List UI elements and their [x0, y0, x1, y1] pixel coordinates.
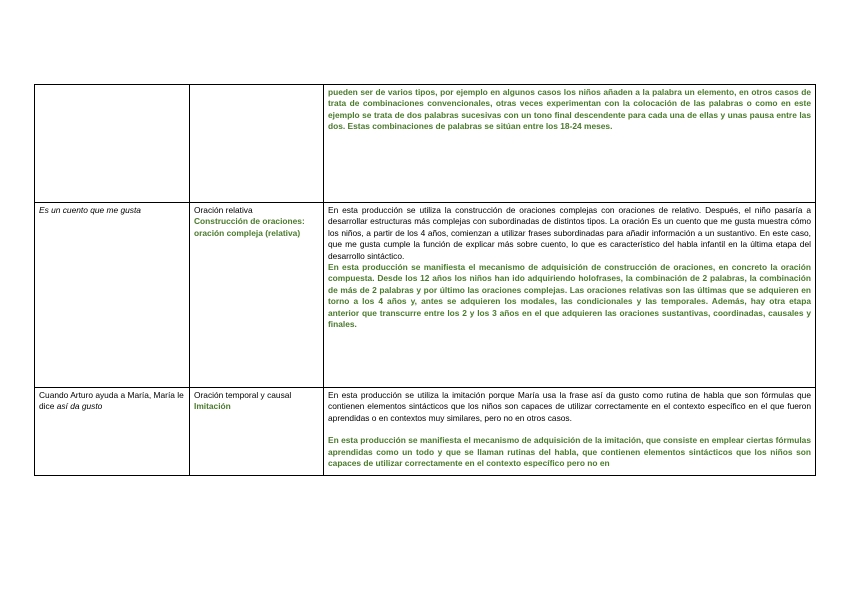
structure-cell: [190, 203, 324, 388]
production-cell: [35, 203, 190, 388]
structure-type: Oración relativa: [194, 205, 253, 215]
mechanism-text: En esta producción se manifiesta el mecanismo de adquisición de la imitación, que consiste en emplear ciertas fórmulas aprendidas como un todo y que se llaman rutinas del habla, que contienen elementos sintácticos que los niños son capaces de utilizar correctamente en el contexto específico pero no en: [328, 435, 811, 469]
mechanism-text: pueden ser de varios tipos, por ejemplo en algunos casos los niños añaden a la palabra un elemento, en otros casos de trata de combinaciones convencionales, otras veces experimentan con la colocación de las palabras o como en este ejemplo se trata de dos palabras sucesivas con un tono final descendente para cada una de ellas y unas pausa entre las dos. Estas combinaciones de palabras se sitúan entre los 18-24 meses.: [328, 87, 811, 132]
mechanism-text: En esta producción se manifiesta el mecanismo de adquisición de construcción de oraciones, en concreto la oración compuesta. Desde los 12 años los niños han ido adquiriendo holofrases, la combinación de 2 palabras, la combinación de más de 2 palabras y por último las oraciones complejas. Las oraciones relativas son las últimas que se adquieren en torno a los 4 años y, antes se adquieren los modales, las condicionales y las temporales. Además, hay otra etapa anterior que transcurre entre los 2 y los 3 años en el que adquieren las oraciones sustantivas, coordinadas, causales y finales.: [328, 262, 811, 330]
production-cell: [35, 388, 190, 476]
table-row: [35, 388, 816, 476]
table-row: [35, 85, 816, 203]
explanation-text: En esta producción se utiliza la construcción de oraciones complejas con oraciones de relativo. Después, el niño pasaría a desarrollar estructuras más complejas con subordinadas de distintos tipos. La oración Es un cuento que me gusta muestra cómo los niños, a partir de los 4 años, comienzan a utilizar frases subordinadas para añadir información a un sustantivo. En este caso, que me gusta cumple la función de explicar más sobre cuento, lo que es característico del habla infantil en la última etapa del desarrollo sintáctico.: [328, 205, 811, 261]
explanation-cell: [324, 85, 816, 203]
production-text: Es un cuento que me gusta: [39, 205, 141, 215]
mechanism-label: Construcción de oraciones: oración compleja (relativa): [194, 216, 305, 238]
explanation-text: En esta producción se utiliza la imitación porque María usa la frase así da gusto como rutina de habla que son fórmulas que contienen elementos sintácticos que los niños son capaces de utilizar correctamente en el contexto específico en el que fueron aprendidas o en contextos muy similares, pero no en otros casos.: [328, 390, 811, 423]
production-text: Cuando Arturo ayuda a María, María le dice: [39, 390, 184, 412]
explanation-cell: [324, 388, 816, 476]
structure-type: Oración temporal y causal: [194, 390, 292, 400]
analysis-table: [34, 84, 816, 476]
paragraph-gap: [328, 424, 811, 435]
structure-cell: [190, 85, 324, 203]
mechanism-label: Imitación: [194, 401, 231, 412]
production-cell: [35, 85, 190, 203]
production-quote: así da gusto: [56, 401, 103, 412]
structure-cell: [190, 388, 324, 476]
table-row: [35, 203, 816, 388]
explanation-cell: [324, 203, 816, 388]
